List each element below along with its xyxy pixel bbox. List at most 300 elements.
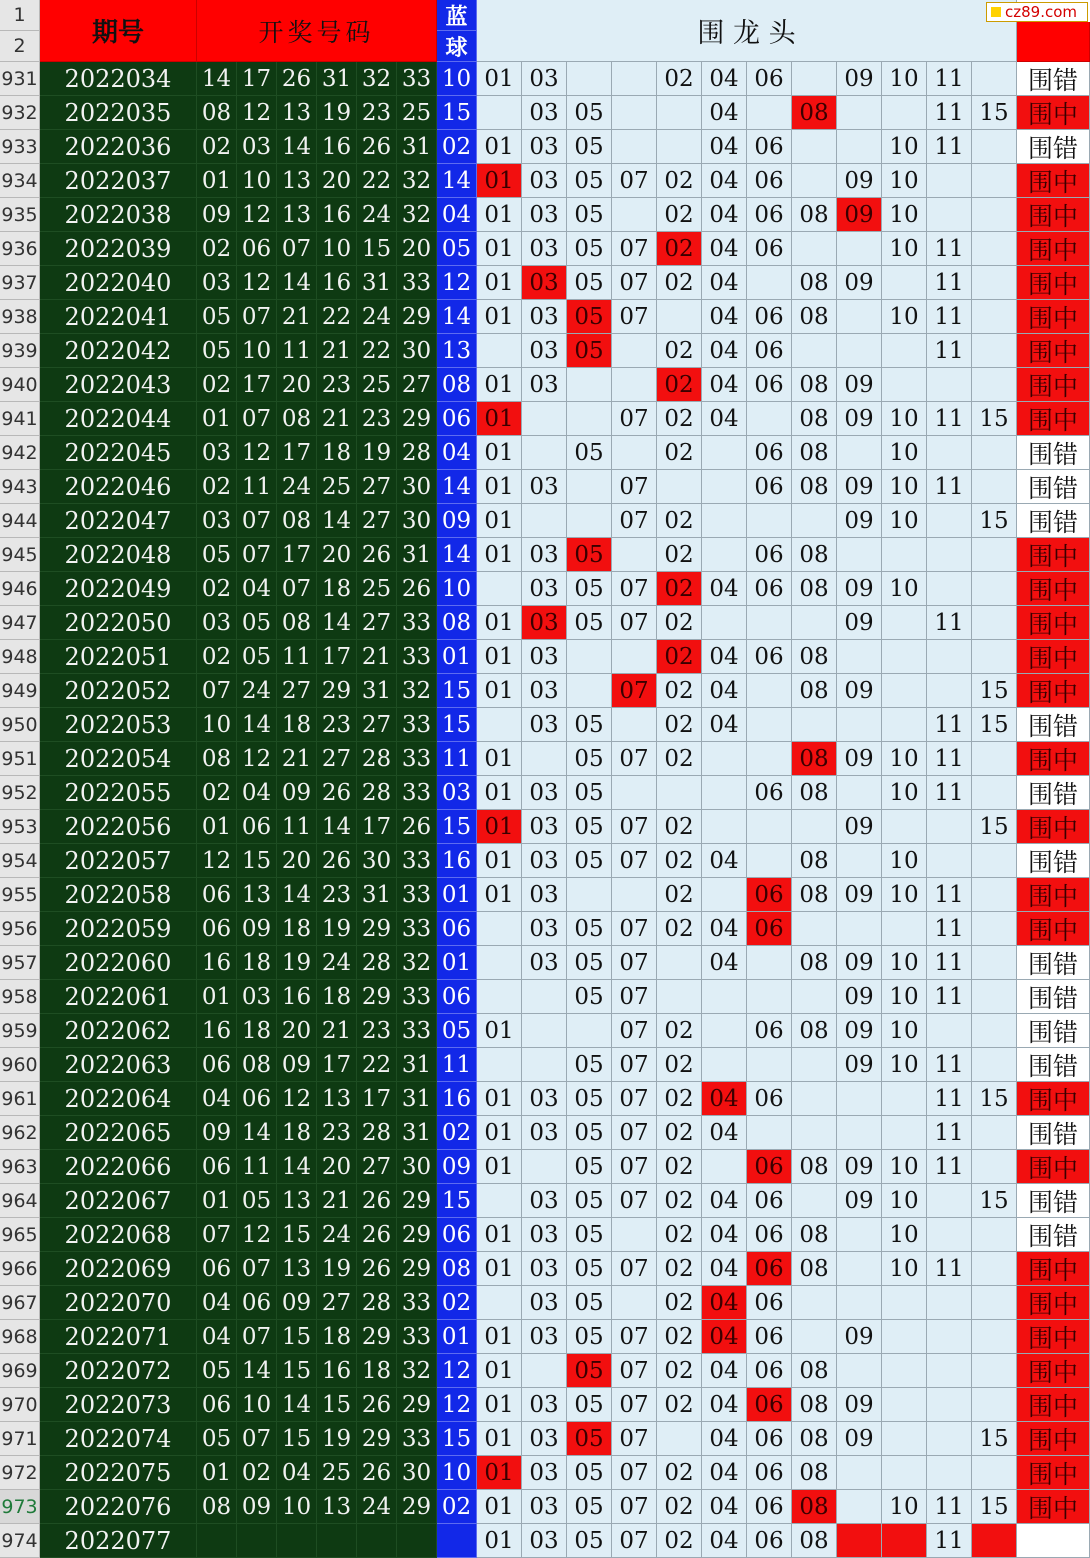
result-cell[interactable]: 围中 [1017,1388,1090,1422]
red-ball-number[interactable]: 27 [277,674,317,708]
issue-number[interactable]: 2022035 [40,96,197,130]
candidate-cell[interactable]: 05 [567,572,612,606]
candidate-cell[interactable]: 08 [792,776,837,810]
candidate-cell[interactable]: 01 [477,538,522,572]
candidate-cell[interactable]: 01 [477,300,522,334]
candidate-cell[interactable]: 11 [927,334,972,368]
candidate-cell[interactable]: 11 [927,1490,972,1524]
red-ball-number[interactable]: 17 [237,368,277,402]
red-ball-number[interactable]: 18 [277,1116,317,1150]
red-ball-number[interactable]: 13 [317,1082,357,1116]
red-ball-number[interactable]: 33 [397,912,437,946]
candidate-cell[interactable] [927,1354,972,1388]
red-ball-number[interactable]: 22 [357,164,397,198]
candidate-cell[interactable]: 09 [837,980,882,1014]
red-ball-number[interactable]: 02 [197,232,237,266]
candidate-cell[interactable] [972,232,1017,266]
red-ball-number[interactable]: 14 [317,606,357,640]
red-ball-number[interactable]: 20 [317,538,357,572]
candidate-cell[interactable]: 06 [747,164,792,198]
candidate-cell[interactable]: 11 [927,62,972,96]
candidate-cell[interactable] [792,164,837,198]
candidate-cell[interactable] [657,96,702,130]
red-ball-number[interactable]: 33 [397,266,437,300]
candidate-cell[interactable]: 05 [567,1524,612,1558]
candidate-cell[interactable]: 06 [747,300,792,334]
row-number[interactable]: 963 [0,1150,40,1184]
candidate-cell[interactable]: 09 [837,606,882,640]
issue-number[interactable]: 2022049 [40,572,197,606]
candidate-cell[interactable]: 10 [882,164,927,198]
candidate-cell[interactable] [972,912,1017,946]
red-ball-number[interactable]: 16 [197,1014,237,1048]
issue-number[interactable]: 2022055 [40,776,197,810]
result-cell[interactable]: 围中 [1017,810,1090,844]
red-ball-number[interactable]: 25 [357,368,397,402]
red-ball-number[interactable]: 13 [317,1490,357,1524]
red-ball-number[interactable]: 27 [357,470,397,504]
candidate-cell[interactable] [792,980,837,1014]
candidate-cell[interactable]: 05 [567,708,612,742]
issue-number[interactable]: 2022051 [40,640,197,674]
candidate-cell[interactable] [747,810,792,844]
candidate-cell[interactable]: 05 [567,776,612,810]
issue-number[interactable]: 2022064 [40,1082,197,1116]
candidate-cell[interactable] [522,1150,567,1184]
row-number[interactable]: 972 [0,1456,40,1490]
red-ball-number[interactable]: 26 [357,1456,397,1490]
issue-number[interactable]: 2022041 [40,300,197,334]
result-cell[interactable]: 围错 [1017,1116,1090,1150]
result-cell[interactable]: 围中 [1017,266,1090,300]
candidate-cell[interactable] [477,96,522,130]
candidate-cell[interactable]: 03 [522,912,567,946]
candidate-cell[interactable] [927,572,972,606]
candidate-cell[interactable] [972,1388,1017,1422]
blue-ball-number[interactable]: 01 [437,1320,477,1354]
candidate-cell[interactable]: 09 [837,62,882,96]
result-cell[interactable]: 围错 [1017,1218,1090,1252]
red-ball-number[interactable]: 18 [237,1014,277,1048]
candidate-cell[interactable] [882,1354,927,1388]
red-ball-number[interactable]: 13 [277,96,317,130]
candidate-cell[interactable]: 10 [882,504,927,538]
candidate-cell[interactable]: 10 [882,844,927,878]
candidate-cell[interactable]: 10 [882,1184,927,1218]
red-ball-number[interactable]: 18 [277,912,317,946]
candidate-cell[interactable]: 10 [882,1218,927,1252]
blue-ball-number[interactable]: 15 [437,674,477,708]
candidate-cell[interactable]: 06 [747,334,792,368]
candidate-cell[interactable]: 05 [567,1456,612,1490]
candidate-cell[interactable]: 04 [702,912,747,946]
red-ball-number[interactable]: 13 [277,1184,317,1218]
candidate-cell[interactable]: 05 [567,912,612,946]
candidate-cell[interactable] [972,1218,1017,1252]
candidate-cell[interactable]: 15 [972,402,1017,436]
red-ball-number[interactable]: 28 [397,436,437,470]
candidate-cell[interactable]: 03 [522,1082,567,1116]
candidate-cell[interactable] [927,368,972,402]
row-number[interactable]: 959 [0,1014,40,1048]
candidate-cell[interactable]: 03 [522,232,567,266]
candidate-cell[interactable]: 10 [882,62,927,96]
candidate-cell[interactable]: 09 [837,946,882,980]
blue-ball-number[interactable]: 03 [437,776,477,810]
candidate-cell[interactable] [747,674,792,708]
row-header-2[interactable]: 2 [0,31,40,62]
candidate-cell[interactable] [837,436,882,470]
highlighted-cell[interactable]: 05 [567,1354,612,1388]
candidate-cell[interactable] [927,1456,972,1490]
candidate-cell[interactable]: 03 [522,1218,567,1252]
red-ball-number[interactable]: 29 [397,300,437,334]
red-ball-number[interactable]: 27 [357,504,397,538]
candidate-cell[interactable] [702,606,747,640]
candidate-cell[interactable]: 05 [567,1218,612,1252]
candidate-cell[interactable] [477,572,522,606]
candidate-cell[interactable] [837,912,882,946]
red-ball-number[interactable]: 16 [317,266,357,300]
candidate-cell[interactable]: 02 [657,742,702,776]
issue-number[interactable]: 2022040 [40,266,197,300]
red-ball-number[interactable]: 02 [197,776,237,810]
red-ball-number[interactable]: 05 [237,640,277,674]
candidate-cell[interactable]: 02 [657,1048,702,1082]
candidate-cell[interactable]: 02 [657,810,702,844]
candidate-cell[interactable]: 10 [882,776,927,810]
red-ball-number[interactable]: 24 [357,198,397,232]
candidate-cell[interactable]: 02 [657,504,702,538]
red-ball-number[interactable]: 20 [277,1014,317,1048]
result-cell[interactable]: 围错 [1017,776,1090,810]
candidate-cell[interactable] [972,844,1017,878]
result-cell[interactable]: 围错 [1017,436,1090,470]
row-number[interactable]: 958 [0,980,40,1014]
candidate-cell[interactable]: 02 [657,198,702,232]
candidate-cell[interactable]: 02 [657,844,702,878]
candidate-cell[interactable]: 06 [747,1320,792,1354]
blue-ball-number[interactable]: 01 [437,946,477,980]
red-ball-number[interactable]: 14 [237,1116,277,1150]
red-ball-number[interactable]: 33 [397,844,437,878]
red-ball-number[interactable]: 29 [397,1252,437,1286]
candidate-cell[interactable] [612,878,657,912]
red-ball-number[interactable]: 30 [357,844,397,878]
candidate-cell[interactable]: 04 [702,1252,747,1286]
red-ball-number[interactable]: 23 [317,1116,357,1150]
candidate-cell[interactable]: 07 [612,572,657,606]
candidate-cell[interactable]: 05 [567,1048,612,1082]
row-number[interactable]: 948 [0,640,40,674]
candidate-cell[interactable] [882,912,927,946]
candidate-cell[interactable]: 08 [792,878,837,912]
red-ball-number[interactable] [357,1524,397,1558]
result-cell[interactable]: 围错 [1017,1184,1090,1218]
candidate-cell[interactable] [972,1354,1017,1388]
candidate-cell[interactable] [702,980,747,1014]
candidate-cell[interactable] [477,980,522,1014]
issue-number[interactable]: 2022058 [40,878,197,912]
candidate-cell[interactable]: 05 [567,198,612,232]
red-ball-number[interactable]: 01 [197,980,237,1014]
candidate-cell[interactable]: 09 [837,402,882,436]
candidate-cell[interactable]: 04 [702,96,747,130]
red-ball-number[interactable]: 32 [397,198,437,232]
red-ball-number[interactable]: 27 [357,606,397,640]
red-ball-number[interactable]: 05 [237,606,277,640]
candidate-cell[interactable]: 07 [612,1048,657,1082]
blue-ball-number[interactable] [437,1524,477,1558]
red-ball-number[interactable]: 12 [237,742,277,776]
candidate-cell[interactable]: 03 [522,96,567,130]
candidate-cell[interactable] [747,402,792,436]
highlighted-cell[interactable]: 08 [792,742,837,776]
candidate-cell[interactable]: 03 [522,640,567,674]
candidate-cell[interactable] [972,1116,1017,1150]
highlighted-cell[interactable]: 05 [567,300,612,334]
red-ball-number[interactable]: 14 [197,62,237,96]
candidate-cell[interactable] [972,266,1017,300]
candidate-cell[interactable]: 06 [747,436,792,470]
red-ball-number[interactable]: 21 [317,1014,357,1048]
red-ball-number[interactable]: 32 [397,1354,437,1388]
red-ball-number[interactable]: 21 [317,334,357,368]
red-ball-number[interactable]: 14 [277,266,317,300]
candidate-cell[interactable]: 03 [522,1252,567,1286]
highlighted-cell[interactable]: 04 [702,1320,747,1354]
result-cell[interactable]: 围中 [1017,538,1090,572]
issue-number[interactable]: 2022059 [40,912,197,946]
red-ball-number[interactable]: 09 [277,776,317,810]
result-cell[interactable]: 围错 [1017,980,1090,1014]
candidate-cell[interactable] [837,334,882,368]
candidate-cell[interactable] [792,1320,837,1354]
candidate-cell[interactable]: 06 [747,538,792,572]
candidate-cell[interactable]: 02 [657,1456,702,1490]
candidate-cell[interactable] [522,1048,567,1082]
candidate-cell[interactable]: 01 [477,198,522,232]
candidate-cell[interactable]: 02 [657,402,702,436]
candidate-cell[interactable]: 11 [927,776,972,810]
red-ball-number[interactable]: 30 [397,1456,437,1490]
candidate-cell[interactable] [477,946,522,980]
candidate-cell[interactable]: 03 [522,1320,567,1354]
candidate-cell[interactable]: 02 [657,1320,702,1354]
result-cell[interactable]: 围中 [1017,1150,1090,1184]
candidate-cell[interactable]: 07 [612,1150,657,1184]
candidate-cell[interactable] [747,844,792,878]
red-ball-number[interactable]: 08 [277,402,317,436]
red-ball-number[interactable]: 17 [357,810,397,844]
red-ball-number[interactable]: 05 [197,1422,237,1456]
candidate-cell[interactable] [972,470,1017,504]
candidate-cell[interactable]: 04 [702,266,747,300]
row-number[interactable]: 970 [0,1388,40,1422]
candidate-cell[interactable]: 06 [747,1218,792,1252]
candidate-cell[interactable]: 09 [837,1184,882,1218]
candidate-cell[interactable] [837,1354,882,1388]
issue-number[interactable]: 2022071 [40,1320,197,1354]
red-ball-number[interactable]: 26 [357,130,397,164]
red-ball-number[interactable]: 28 [357,1116,397,1150]
candidate-cell[interactable] [702,1048,747,1082]
candidate-cell[interactable]: 10 [882,980,927,1014]
candidate-cell[interactable]: 04 [702,572,747,606]
candidate-cell[interactable] [972,1320,1017,1354]
red-ball-number[interactable] [317,1524,357,1558]
candidate-cell[interactable]: 05 [567,1252,612,1286]
candidate-cell[interactable]: 10 [882,742,927,776]
red-ball-number[interactable]: 06 [197,1150,237,1184]
blue-ball-number[interactable]: 06 [437,980,477,1014]
candidate-cell[interactable]: 05 [567,1388,612,1422]
candidate-cell[interactable] [972,980,1017,1014]
candidate-cell[interactable]: 08 [792,640,837,674]
candidate-cell[interactable]: 04 [702,62,747,96]
red-ball-number[interactable]: 27 [397,368,437,402]
red-ball-number[interactable]: 31 [397,538,437,572]
red-ball-number[interactable]: 33 [397,1014,437,1048]
result-cell[interactable]: 围中 [1017,1286,1090,1320]
red-ball-number[interactable]: 27 [317,1286,357,1320]
candidate-cell[interactable]: 07 [612,266,657,300]
row-number[interactable]: 953 [0,810,40,844]
candidate-cell[interactable]: 11 [927,266,972,300]
blue-ball-number[interactable]: 13 [437,334,477,368]
blue-ball-number[interactable]: 09 [437,504,477,538]
candidate-cell[interactable] [612,62,657,96]
candidate-cell[interactable]: 15 [972,674,1017,708]
result-cell[interactable]: 围中 [1017,198,1090,232]
issue-header[interactable]: 期号 [40,0,197,62]
candidate-cell[interactable] [972,1456,1017,1490]
candidate-cell[interactable]: 15 [972,504,1017,538]
blue-ball-number[interactable]: 02 [437,130,477,164]
candidate-cell[interactable]: 11 [927,946,972,980]
candidate-cell[interactable] [522,1014,567,1048]
candidate-cell[interactable] [837,300,882,334]
candidate-cell[interactable]: 01 [477,130,522,164]
red-ball-number[interactable]: 21 [277,300,317,334]
candidate-cell[interactable]: 07 [612,1456,657,1490]
red-ball-number[interactable]: 16 [317,130,357,164]
candidate-cell[interactable] [972,946,1017,980]
highlighted-cell[interactable]: 01 [477,402,522,436]
red-ball-number[interactable]: 33 [397,1320,437,1354]
candidate-cell[interactable] [792,334,837,368]
candidate-cell[interactable]: 11 [927,96,972,130]
candidate-cell[interactable]: 01 [477,674,522,708]
candidate-cell[interactable] [882,1320,927,1354]
red-ball-number[interactable]: 22 [357,334,397,368]
red-ball-number[interactable]: 16 [197,946,237,980]
red-ball-number[interactable] [197,1524,237,1558]
red-ball-number[interactable]: 27 [357,708,397,742]
candidate-cell[interactable]: 11 [927,130,972,164]
candidate-cell[interactable] [612,198,657,232]
candidate-cell[interactable]: 06 [747,470,792,504]
candidate-cell[interactable]: 08 [792,1218,837,1252]
candidate-cell[interactable]: 10 [882,130,927,164]
red-ball-number[interactable]: 23 [317,368,357,402]
candidate-cell[interactable] [747,504,792,538]
red-ball-number[interactable]: 14 [277,1150,317,1184]
highlighted-cell[interactable]: 05 [567,538,612,572]
red-ball-number[interactable]: 32 [397,164,437,198]
candidate-cell[interactable] [522,402,567,436]
red-ball-number[interactable]: 18 [357,1354,397,1388]
candidate-cell[interactable]: 03 [522,164,567,198]
candidate-cell[interactable] [792,232,837,266]
candidate-cell[interactable]: 11 [927,980,972,1014]
red-ball-number[interactable]: 21 [317,402,357,436]
red-ball-number[interactable]: 05 [197,334,237,368]
candidate-cell[interactable]: 09 [837,266,882,300]
candidate-cell[interactable]: 11 [927,606,972,640]
highlighted-cell[interactable]: 05 [567,334,612,368]
red-ball-number[interactable]: 08 [277,504,317,538]
candidate-cell[interactable] [972,538,1017,572]
red-ball-number[interactable]: 03 [237,130,277,164]
candidate-cell[interactable] [702,436,747,470]
candidate-cell[interactable]: 01 [477,232,522,266]
blue-ball-number[interactable]: 10 [437,572,477,606]
candidate-cell[interactable]: 03 [522,776,567,810]
red-ball-number[interactable]: 26 [357,1218,397,1252]
red-ball-number[interactable]: 11 [237,1150,277,1184]
red-ball-number[interactable]: 24 [317,946,357,980]
candidate-cell[interactable] [522,980,567,1014]
candidate-cell[interactable] [567,368,612,402]
candidate-cell[interactable] [747,946,792,980]
candidate-cell[interactable]: 01 [477,606,522,640]
red-ball-number[interactable]: 33 [397,1286,437,1320]
candidate-cell[interactable]: 04 [702,402,747,436]
candidate-cell[interactable] [702,1150,747,1184]
candidate-cell[interactable]: 06 [747,572,792,606]
candidate-cell[interactable] [927,1184,972,1218]
candidate-cell[interactable]: 01 [477,1218,522,1252]
candidate-cell[interactable]: 09 [837,810,882,844]
red-ball-number[interactable]: 31 [397,130,437,164]
issue-number[interactable]: 2022045 [40,436,197,470]
red-ball-number[interactable]: 15 [357,232,397,266]
candidate-cell[interactable]: 07 [612,844,657,878]
candidate-cell[interactable]: 05 [567,1184,612,1218]
candidate-cell[interactable]: 06 [747,1422,792,1456]
red-ball-number[interactable]: 26 [357,1184,397,1218]
candidate-cell[interactable] [477,912,522,946]
highlighted-cell[interactable]: 06 [747,878,792,912]
highlighted-cell[interactable]: 04 [702,1082,747,1116]
candidate-cell[interactable] [882,708,927,742]
candidate-cell[interactable]: 07 [612,946,657,980]
candidate-cell[interactable] [927,504,972,538]
row-number[interactable]: 932 [0,96,40,130]
candidate-cell[interactable]: 07 [612,1388,657,1422]
highlighted-cell[interactable]: 04 [702,1286,747,1320]
candidate-cell[interactable]: 07 [612,164,657,198]
candidate-cell[interactable] [792,606,837,640]
candidate-cell[interactable]: 01 [477,368,522,402]
red-ball-number[interactable]: 14 [277,878,317,912]
candidate-cell[interactable]: 03 [522,708,567,742]
red-ball-number[interactable]: 15 [277,1320,317,1354]
candidate-cell[interactable]: 10 [882,878,927,912]
red-ball-number[interactable]: 31 [397,1116,437,1150]
candidate-cell[interactable] [837,1490,882,1524]
